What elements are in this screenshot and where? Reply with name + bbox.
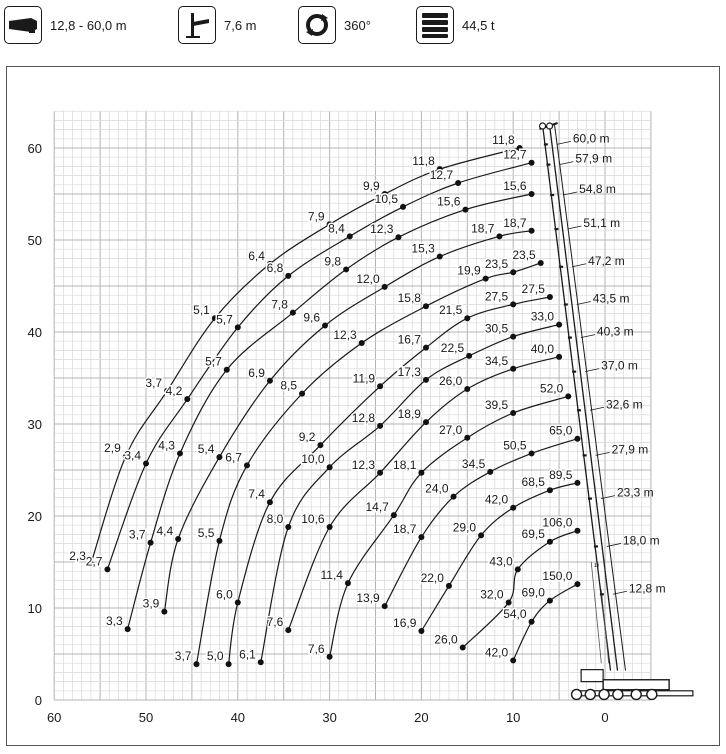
load-value-label: 7,8 <box>271 297 288 312</box>
load-value-label: 150,0 <box>542 569 573 584</box>
load-value-label: 5,7 <box>205 354 222 369</box>
load-value-label: 6,8 <box>266 260 284 275</box>
y-tick-label: 20 <box>27 509 42 524</box>
boom-length-label: 51,1 m <box>583 216 621 231</box>
load-point <box>455 180 461 186</box>
load-point <box>423 419 429 425</box>
boom-length-value: 12,8 - 60,0 m <box>50 17 127 33</box>
load-point <box>377 470 383 476</box>
load-value-label: 15,3 <box>411 241 435 256</box>
chart-grid <box>54 111 651 700</box>
load-point <box>423 377 429 383</box>
load-value-label: 9,2 <box>298 430 316 445</box>
leader-line <box>572 264 586 267</box>
load-point <box>529 619 535 625</box>
load-value-label: 69,5 <box>521 526 545 541</box>
footnote-marker: ¹⁾ <box>593 561 600 572</box>
boom-head-sheave <box>547 123 553 129</box>
load-point <box>258 659 264 665</box>
load-value-label: 69,0 <box>521 585 545 600</box>
load-point <box>391 512 397 518</box>
load-point <box>478 532 484 538</box>
load-point <box>547 294 553 300</box>
crane-wheel <box>599 689 609 699</box>
load-point <box>347 233 353 239</box>
load-point <box>510 366 516 372</box>
x-tick-label: 30 <box>322 710 337 725</box>
load-value-label: 14,7 <box>365 500 389 515</box>
boom-length-label: 47,2 m <box>588 253 625 268</box>
load-point <box>377 423 383 429</box>
load-curve-line <box>229 297 550 664</box>
load-value-label: 6,7 <box>225 450 242 465</box>
load-value-label: 12,3 <box>351 457 376 472</box>
load-value-label: 10,0 <box>301 452 325 467</box>
leader-line <box>590 407 604 410</box>
load-point <box>451 494 457 500</box>
load-point <box>547 539 553 545</box>
load-value-label: 5,7 <box>216 312 233 327</box>
load-point <box>148 540 154 546</box>
load-value-label: 18,7 <box>393 522 417 537</box>
load-point <box>235 599 241 605</box>
load-point <box>460 645 466 651</box>
load-point <box>175 536 181 542</box>
load-value-label: 18,7 <box>503 215 527 230</box>
load-point <box>382 284 388 290</box>
boom-length-label: 12,8 m <box>628 581 666 596</box>
load-value-label: 7,6 <box>266 615 284 630</box>
load-point <box>574 581 580 587</box>
load-point <box>466 353 472 359</box>
load-point <box>464 315 470 321</box>
load-value-label: 4,4 <box>156 524 174 538</box>
load-value-label: 15,8 <box>397 291 421 306</box>
boom-length-label: 23,3 m <box>616 485 654 500</box>
load-point <box>299 391 305 397</box>
load-point <box>343 266 349 272</box>
slewing-value: 360° <box>344 17 371 33</box>
boom-length-label: 18,0 m <box>622 533 660 548</box>
load-point <box>515 566 521 572</box>
load-value-label: 15,6 <box>437 194 461 209</box>
y-tick-label: 30 <box>27 417 42 432</box>
load-value-label: 4,2 <box>165 384 183 399</box>
load-value-label: 23,5 <box>512 248 536 262</box>
boom-head-sheave <box>540 123 546 129</box>
load-value-label: 40,0 <box>530 341 555 356</box>
load-value-label: 39,5 <box>484 397 509 412</box>
load-value-label: 26,0 <box>434 632 458 647</box>
load-value-label: 6,4 <box>248 248 265 263</box>
load-value-label: 43,0 <box>489 554 513 569</box>
load-value-label: 34,5 <box>461 456 486 471</box>
load-point <box>547 598 553 604</box>
crane-wheel <box>613 689 623 699</box>
load-point <box>161 609 167 615</box>
boom-length-label: 27,9 m <box>611 442 649 457</box>
load-point <box>529 160 535 166</box>
load-point <box>216 538 222 544</box>
load-value-label: 5,5 <box>197 525 215 540</box>
load-value-label: 18,7 <box>471 221 495 236</box>
load-value-label: 12,8 <box>351 410 376 425</box>
load-point <box>235 324 241 330</box>
load-value-label: 29,0 <box>452 520 477 535</box>
y-tick-label: 40 <box>27 325 42 340</box>
x-tick-label: 0 <box>601 710 609 725</box>
load-point <box>216 454 222 460</box>
load-value-label: 12,7 <box>429 167 454 182</box>
load-value-label: 22,0 <box>420 570 444 585</box>
load-value-label: 7,4 <box>248 487 265 502</box>
y-tick-label: 60 <box>27 141 42 156</box>
load-point <box>423 303 429 309</box>
crane-wheel <box>647 689 657 699</box>
load-point <box>510 269 516 275</box>
load-point <box>267 378 273 384</box>
load-value-label: 19,9 <box>457 263 481 278</box>
load-value-label: 8,5 <box>280 378 298 393</box>
load-point <box>487 469 493 475</box>
load-point <box>437 254 443 260</box>
load-point <box>510 334 516 340</box>
load-value-label: 54,0 <box>503 606 527 621</box>
load-value-label: 12,3 <box>370 222 394 237</box>
load-point <box>529 450 535 456</box>
load-point <box>244 462 250 468</box>
counterweight-value: 44,5 t <box>462 17 495 33</box>
load-value-label: 3,7 <box>128 527 146 542</box>
jib-length-value: 7,6 m <box>224 17 257 33</box>
load-point <box>285 627 291 633</box>
load-value-label: 12,0 <box>356 271 380 286</box>
load-value-label: 65,0 <box>549 423 573 438</box>
load-value-label: 9,6 <box>303 310 321 325</box>
x-tick-label: 10 <box>505 710 521 725</box>
load-point <box>104 566 110 572</box>
load-point <box>446 583 452 589</box>
load-value-label: 16,7 <box>397 332 421 347</box>
load-point <box>462 207 468 213</box>
load-point <box>423 345 429 351</box>
load-point <box>193 661 199 667</box>
load-point <box>184 396 190 402</box>
load-point <box>538 260 544 266</box>
load-value-label: 6,1 <box>239 647 256 662</box>
load-point <box>529 228 535 234</box>
load-value-label: 32,0 <box>480 587 504 602</box>
load-value-label: 15,6 <box>503 179 527 193</box>
load-point <box>345 580 351 586</box>
boom-length-label: 57,9 m <box>575 151 613 166</box>
load-value-label: 30,5 <box>484 321 509 336</box>
load-point <box>574 436 580 442</box>
boom-length-label: 43,5 m <box>592 291 630 306</box>
load-value-label: 2,7 <box>85 554 103 569</box>
load-value-label: 6,0 <box>216 587 233 602</box>
load-point <box>418 534 424 540</box>
crane-cab <box>581 670 603 682</box>
load-value-label: 9,8 <box>324 254 342 269</box>
load-value-label: 5,0 <box>206 649 224 664</box>
load-value-label: 11,4 <box>320 568 343 583</box>
load-value-label: 23,5 <box>484 257 509 272</box>
load-value-label: 11,8 <box>412 154 435 169</box>
load-point <box>464 386 470 392</box>
load-value-label: 11,9 <box>352 371 376 386</box>
load-value-label: 18,1 <box>393 457 417 472</box>
load-value-label: 8,0 <box>266 512 284 527</box>
load-curves <box>69 133 599 667</box>
leader-line <box>577 301 591 304</box>
load-point <box>143 461 149 467</box>
load-point <box>327 464 333 470</box>
load-value-label: 42,0 <box>484 645 509 660</box>
load-point <box>510 410 516 416</box>
load-value-label: 2,9 <box>104 441 121 456</box>
load-value-label: 42,0 <box>484 492 509 507</box>
load-point <box>496 233 502 239</box>
hoist-rope <box>591 562 601 663</box>
load-point <box>359 340 365 346</box>
load-point <box>418 470 424 476</box>
load-value-label: 50,5 <box>503 438 527 453</box>
y-tick-label: 0 <box>34 693 42 708</box>
load-point <box>574 480 580 486</box>
crane-wheel <box>585 689 595 699</box>
load-value-label: 10,6 <box>301 512 325 527</box>
load-value-label: 27,5 <box>484 289 509 304</box>
load-value-label: 3,4 <box>124 448 141 463</box>
load-value-label: 7,6 <box>307 641 325 656</box>
load-point <box>285 524 291 530</box>
load-point <box>125 626 131 632</box>
x-tick-label: 50 <box>138 710 154 725</box>
crane-carrier-body <box>603 680 669 690</box>
load-point <box>418 628 424 634</box>
load-point <box>510 657 516 663</box>
load-point <box>224 367 230 373</box>
load-point <box>547 487 553 493</box>
load-value-label: 106,0 <box>542 515 573 530</box>
load-value-label: 5,4 <box>197 442 215 457</box>
load-value-label: 17,3 <box>397 364 421 379</box>
load-value-label: 8,4 <box>328 221 345 236</box>
load-value-label: 16,9 <box>393 616 417 630</box>
load-value-label: 3,7 <box>145 375 163 390</box>
x-tick-label: 20 <box>414 710 429 725</box>
y-tick-label: 10 <box>27 601 42 616</box>
boom-length-label: 54,8 m <box>579 182 616 196</box>
load-value-label: 18,9 <box>397 407 421 422</box>
crane-wheel <box>572 689 582 699</box>
load-value-label: 33,0 <box>530 309 555 324</box>
load-point <box>400 204 406 210</box>
load-point <box>285 273 291 279</box>
load-value-label: 52,0 <box>539 381 564 396</box>
x-tick-label: 40 <box>230 710 246 725</box>
load-value-label: 9,9 <box>362 179 380 193</box>
x-tick-label: 60 <box>46 710 62 725</box>
load-value-label: 2,3 <box>69 548 86 563</box>
load-value-label: 13,9 <box>356 591 380 606</box>
load-value-label: 12,3 <box>333 328 357 343</box>
crane-wheel <box>631 689 641 699</box>
load-value-label: 4,3 <box>158 438 175 453</box>
load-value-label: 26,0 <box>438 374 463 389</box>
load-curve-line <box>288 357 559 630</box>
boom-length-label: 37,0 m <box>601 358 638 373</box>
load-point <box>327 524 333 530</box>
load-point <box>177 450 183 456</box>
leader-line <box>559 162 573 165</box>
load-value-label: 68,5 <box>521 475 545 490</box>
load-point <box>510 505 516 511</box>
load-curve-line <box>107 163 531 570</box>
load-point <box>529 191 535 197</box>
load-value-label: 24,0 <box>425 481 449 496</box>
load-value-label: 7,9 <box>307 209 325 224</box>
load-value-label: 10,5 <box>374 191 399 206</box>
load-point <box>556 322 562 328</box>
leader-line <box>581 335 595 338</box>
load-point <box>382 603 388 609</box>
load-value-label: 89,5 <box>549 467 573 482</box>
load-point <box>226 661 232 667</box>
boom-length-label: 32,6 m <box>605 397 643 412</box>
load-point <box>574 528 580 534</box>
load-point <box>317 442 323 448</box>
load-value-label: 5,1 <box>193 303 210 318</box>
load-point <box>510 301 516 307</box>
boom-edge-line <box>543 125 611 671</box>
load-value-label: 27,0 <box>438 422 463 437</box>
load-point <box>395 234 401 240</box>
load-point <box>322 323 328 329</box>
boom-length-label: 60,0 m <box>572 131 610 146</box>
load-value-label: 3,9 <box>142 596 160 611</box>
load-point <box>267 499 273 505</box>
load-point <box>464 435 470 441</box>
load-point <box>565 393 571 399</box>
boom-length-label: 40,3 m <box>596 324 634 339</box>
load-point <box>290 310 296 316</box>
load-value-label: 34,5 <box>484 353 509 368</box>
load-value-label: 3,3 <box>105 614 123 629</box>
load-point <box>556 354 562 360</box>
load-point <box>483 276 489 282</box>
load-value-label: 3,7 <box>174 649 192 664</box>
leader-line <box>567 226 581 229</box>
load-value-label: 21,5 <box>438 303 463 318</box>
y-tick-label: 50 <box>27 233 42 248</box>
load-value-label: 12,7 <box>503 147 527 162</box>
load-value-label: 11,8 <box>492 133 515 147</box>
load-point <box>506 599 512 605</box>
load-point <box>327 654 333 660</box>
load-point <box>377 383 383 389</box>
load-value-label: 27,5 <box>521 282 545 297</box>
load-value-label: 6,9 <box>248 365 265 380</box>
load-value-label: 22,5 <box>440 340 465 355</box>
